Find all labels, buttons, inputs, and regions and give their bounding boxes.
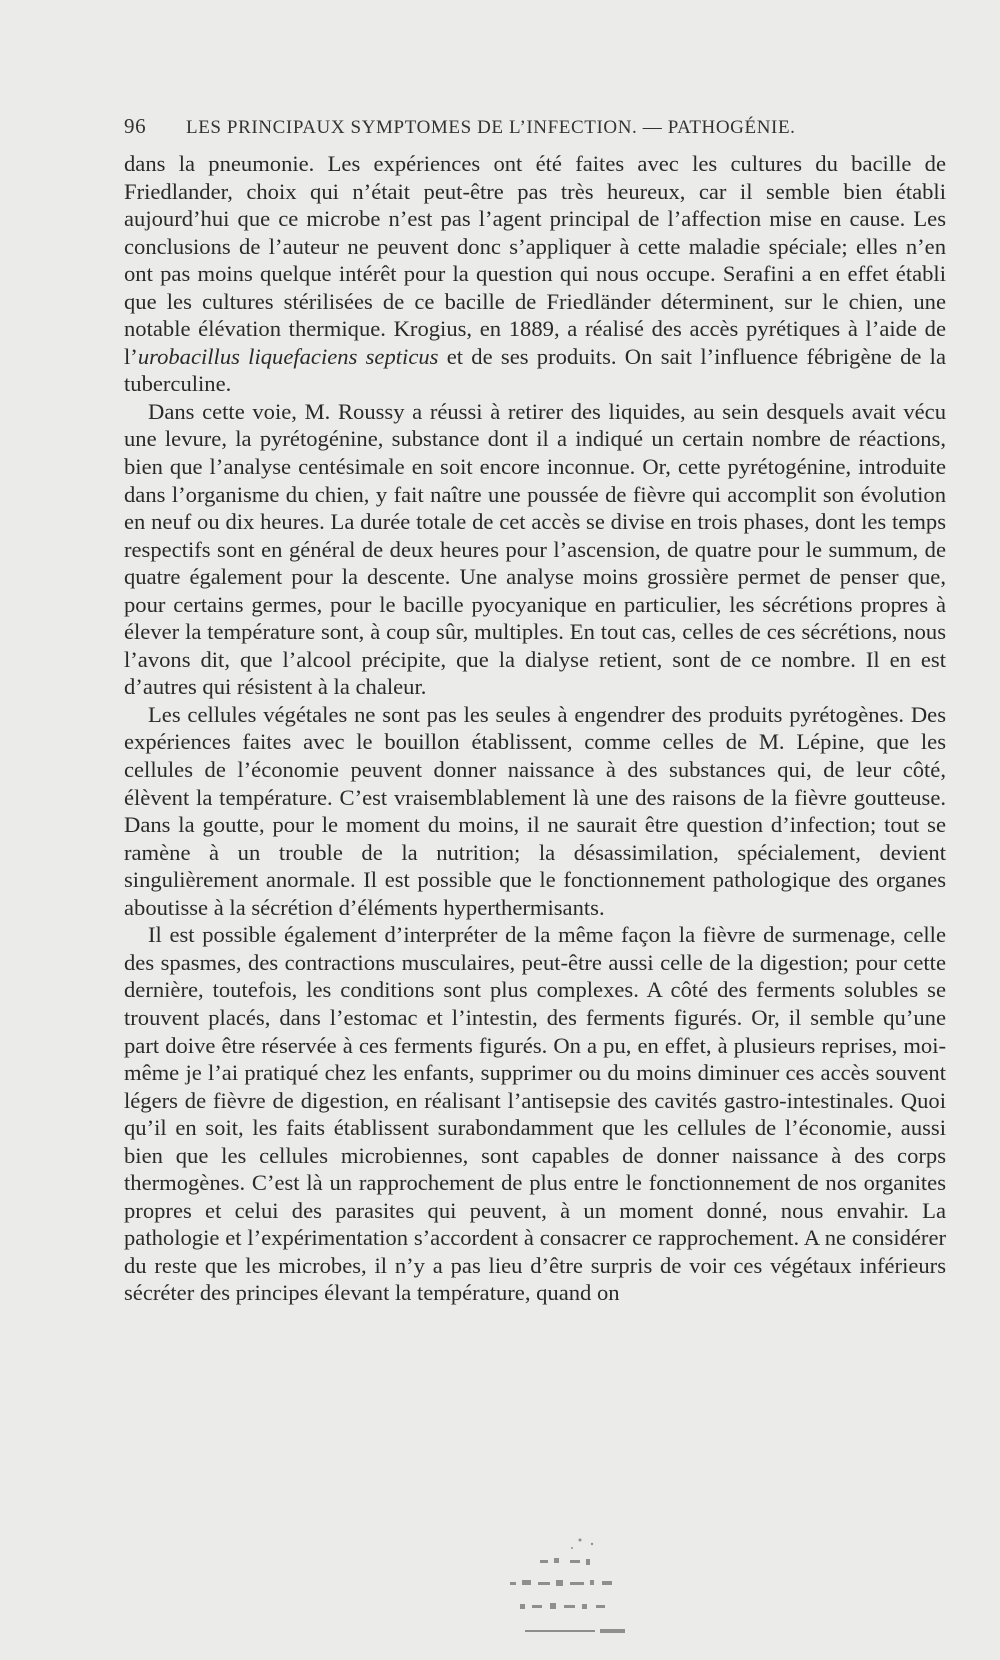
page-number: 96 [124, 114, 147, 138]
library-stamp-mark [480, 1530, 670, 1655]
paragraph: Il est possible également d’interpréter de la même façon la fièvre de surmenage, celle des spasmes, des contractions musculaires, peut-être aussi celle de la digestion; pour cette dernière, toutefois, les conditions sont plus complexes. A côté des ferments solubles se trouvent placés, dans l’estomac et l’intestin, des ferments figurés. Or, il semble qu’une part doive être réservée à ces ferments figurés. On a pu, en effet, à plusieurs reprises, moi-même je l’ai pratiqué chez les enfants, supprimer ou du moins diminuer ces accès souvent légers de fièvre de digestion, en réalisant l’antisepsie des cavités gastro-intestinales. Quoi qu’il en soit, les faits établissent surabondamment que les cellules de l’économie, aussi bien que les cellules microbiennes, sont capables de donner naissance à des corps thermogènes. C’est là un rapprochement de plus entre le fonctionnement de nos organites propres et celui des parasites qui peuvent, à un moment donné, nous envahir. La pathologie et l’expérimentation s’accordent à consacrer ce rapprochement. A ne considérer du reste que les microbes, il n’y a pas lieu d’être surpris de voir ces végétaux inférieurs sécréter des principes élevant la température, quand on [124, 922, 946, 1306]
paragraph: Les cellules végétales ne sont pas les seules à engendrer des produits pyrétogènes. Des expériences faites avec le bouillon établissent, comme celles de M. Lépine, que les cellules de l’économie peuvent donner naissance à des substances qui, de leur côté, élèvent la température. C’est vraisemblablement là une des raisons de la fièvre goutteuse. Dans la goutte, pour le moment du moins, il ne saurait être question d’infection; tout se ramène à un trouble de la nutrition; la désassimilation, spécialement, devient singulièrement anormale. Il est possible que le fonctionnement pathologique des organes aboutisse à la sécrétion d’éléments hyperthermisants. [124, 701, 946, 920]
paragraph: Dans cette voie, M. Roussy a réussi à retirer des liquides, au sein desquels avait vécu une levure, la pyrétogénine, substance dont il a indiqué un certain nombre de réactions, bien que l’analyse centésimale en soit encore inconnue. Or, cette pyrétogénine, introduite dans l’organisme du chien, y fait naître une poussée de fièvre qui accomplit son évolution en neuf ou dix heures. La durée totale de cet accès se divise en trois phases, dont les temps respectifs sont en général de deux heures pour l’ascension, de quatre pour le summum, de quatre également pour la descente. Une analyse moins grossière permet de penser que, pour certains germes, pour le bacille pyocyanique en particulier, les sécrétions propres à élever la température sont, à coup sûr, multiples. En tout cas, celles de ces sécrétions, nous l’avons dit, que l’alcool précipite, que la dialyse retient, sont de ce nombre. Il en est d’autres qui résistent à la chaleur. [124, 398, 946, 700]
italic-term: urobacillus liquefaciens septicus [137, 343, 439, 369]
paragraph: dans la pneumonie. Les expériences ont été faites avec les cultures du bacille de Friedlander, choix qui n’était peut-être pas très heureux, car il semble bien établi aujourd’hui que ce microbe n’est pas l’agent principal de l’affection mise en cause. Les conclusions de l’auteur ne peuvent donc s’appliquer à cette maladie spéciale; elles n’en ont pas moins quelque intérêt pour la question qui nous occupe. Serafini a en effet établi que les cultures stérilisées de ce bacille de Friedländer déterminent, sur le chien, une notable élévation thermique. Krogius, en 1889, a réalisé des accès pyrétiques à l’aide de l’urobacillus liquefaciens septicus et de ses produits. On sait l’influence fébrigène de la tuberculine. [124, 151, 946, 397]
running-title: LES PRINCIPAUX SYMPTOMES DE L’INFECTION. — PATHOGÉNIE. [186, 117, 796, 138]
body-text [124, 150, 946, 1307]
running-header [124, 114, 944, 139]
